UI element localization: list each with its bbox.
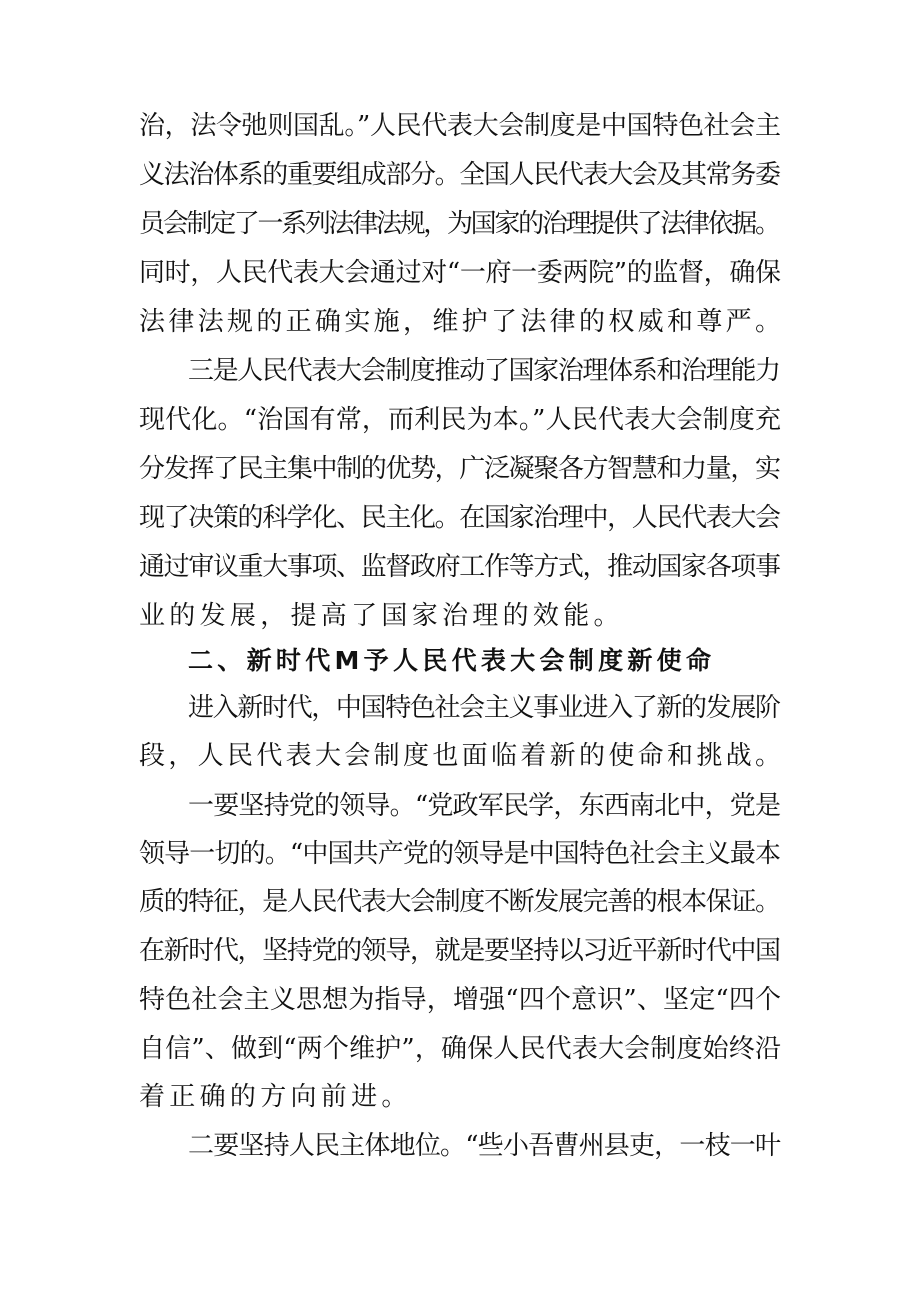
- text-line: 同时，人民代表大会通过对“一府一委两院”的监督，确保: [139, 258, 781, 288]
- text-line: 自信”、做到“两个维护”，确保人民代表大会制度始终沿: [139, 1034, 782, 1064]
- text-line: 业的发展，提高了国家治理的效能。: [139, 601, 624, 631]
- paragraph-start-line: 二要坚持人民主体地位。“些小吾曹州县吏，一枝一叶: [188, 1131, 781, 1161]
- text-line: 分发挥了民主集中制的优势，广泛凝聚各方智慧和力量，实: [139, 454, 780, 484]
- text-line: 通过审议重大事项、监督政府工作等方式，推动国家各项事: [139, 552, 780, 582]
- text-line: 领导一切的。“中国共产党的领导是中国特色社会主义最本: [139, 839, 781, 869]
- text-line: 员会制定了一系列法律法规，为国家的治理提供了法律依据。: [139, 209, 779, 239]
- text-line: 法律法规的正确实施，维护了法律的权威和尊严。: [139, 307, 785, 337]
- text-line: 治，法令弛则国乱。”人民代表大会制度是中国特色社会主: [139, 111, 781, 141]
- text-line: 现代化。“治国有常，而利民为本。”人民代表大会制度充: [139, 405, 782, 435]
- paragraph-start-line: 一要坚持党的领导。“党政军民学，东西南北中，党是: [188, 791, 781, 821]
- text-line: 段，人民代表大会制度也面临着新的使命和挑战。: [139, 741, 785, 771]
- section-heading: 二、新时代M予人民代表大会制度新使命: [188, 646, 716, 675]
- text-line: 特色社会主义思想为指导，增强“四个意识”、坚定“四个: [139, 985, 782, 1015]
- text-line: 着正确的方向前进。: [139, 1082, 412, 1112]
- paragraph-start-line: 三是人民代表大会制度推动了国家治理体系和治理能力: [188, 356, 780, 386]
- text-line: 现了决策的科学化、民主化。在国家治理中，人民代表大会: [139, 503, 780, 533]
- paragraph-start-line: 进入新时代，中国特色社会主义事业进入了新的发展阶: [188, 693, 780, 723]
- text-line: 质的特征，是人民代表大会制度不断发展完善的根本保证。: [139, 887, 780, 917]
- text-line: 在新时代，坚持党的领导，就是要坚持以习近平新时代中国: [139, 936, 780, 966]
- text-line: 义法治体系的重要组成部分。全国人民代表大会及其常务委: [139, 160, 780, 190]
